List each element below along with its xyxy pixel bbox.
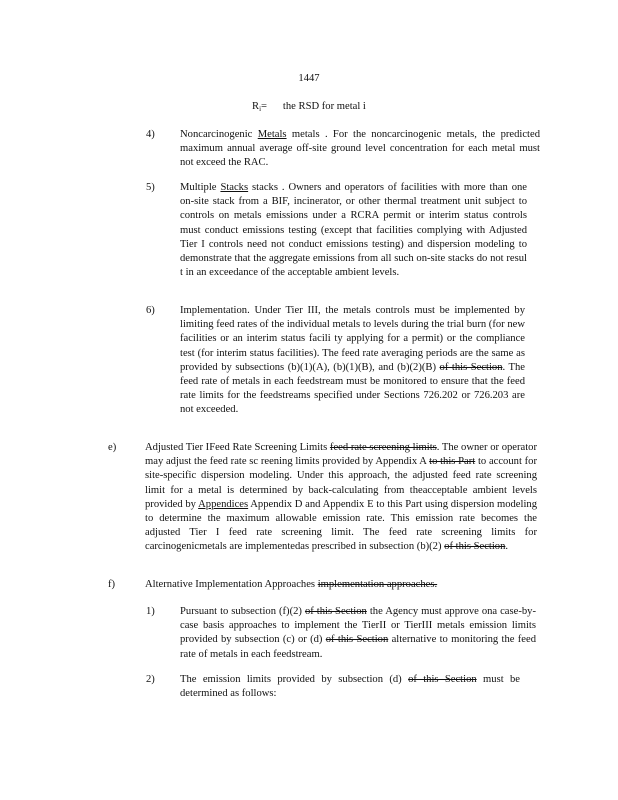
equals-sign: = — [261, 101, 268, 112]
item-4-label: 4) — [146, 129, 155, 140]
subsection-f-text — [145, 578, 537, 592]
subsection-e-deleted-text-3: of this Section — [444, 541, 506, 553]
subsection-e-deleted-text-2: to this Part — [429, 456, 476, 468]
item-6-text-part-1: Implementation. Under Tier III, the metals controls must be implemented by limiting feed rates of the individual metals to levels during the trial burn (for new facilities or an interim status facili ty applying for a permit) or the compliance test (for interim status facilities). The feed rate averaging periods are the same as provided by subsections (b)(1)(A), (b)(1)(B), and (b)(2)(B) — [180, 305, 525, 373]
item-f-2-text — [180, 673, 520, 701]
subsection-e-text-part-1: . The owner or operator may adjust the feed rate sc reening limits provided by Appendix A — [145, 442, 537, 468]
item-f-2-deleted-text: of this Section — [408, 674, 477, 685]
subsection-f-heading: Alternative Implementation Approaches — [145, 579, 316, 590]
item-4-old-word: metals — [291, 129, 320, 140]
subsection-e-text-part-4: . — [505, 541, 509, 553]
item-f-1-deleted-text-1: of this Section — [304, 606, 367, 617]
item-f-2-text-part-1: The emission limits provided by subsection (d) — [180, 674, 402, 685]
item-f-2-text-part-2: must be determined as follows: — [180, 674, 520, 700]
page-number: 1447 — [298, 73, 320, 84]
item-5-body: . Owners and operators of facilities with more than one on-site stack from a BIF, incinerator, or other thermal treatment unit subject to controls on metals emissions under a RCRA permit or interim status controls must conduct emissions testing (except that facilities complying with Adjusted Tier I controls need not conduct emissions testing) and dispersion modeling to demonstrate that the aggregate emissions from all such on-site stacks do not resul t in an exceedance of the acceptable ambient levels. — [180, 182, 527, 279]
item-5-text — [180, 181, 527, 280]
item-f-2-label: 2) — [146, 674, 155, 685]
item-f-1-deleted-text-2: of this Section — [325, 634, 389, 646]
item-5-inserted-word: Stacks — [220, 182, 249, 193]
item-6-text-part-2: . The feed rate of metals in each feedstream must be monitored to ensure that the feed rate limits for the feedstreams specified under Sections 726.202 or 726.203 are not exceeded. — [180, 361, 525, 416]
subsection-e-label: e) — [108, 442, 117, 453]
item-f-1-text — [180, 605, 536, 662]
subsection-e-deleted-text-1: feed rate screening limits — [329, 442, 437, 453]
rsd-definition-line — [252, 100, 366, 116]
subsection-e-inserted-word: Appendices — [198, 498, 249, 510]
subsection-e-heading: Adjusted Tier IFeed Rate Screening Limits — [145, 442, 328, 453]
rsd-definition-text: the RSD for metal i — [282, 101, 366, 112]
item-5-heading: Multiple — [180, 182, 217, 193]
subsection-e-text-part-2: to account for site-specific dispersion modeling. Under this approach, the adjusted feed rate screening limit for a metal is determined by back-calculating from theacceptable ambient levels provided by — [145, 456, 537, 510]
subsection-f-deleted-text: implementation approaches. — [317, 579, 438, 590]
item-4-heading: Noncarcinogenic — [180, 129, 253, 140]
item-5-label: 5) — [146, 182, 155, 193]
item-6-label: 6) — [146, 305, 155, 316]
item-6-text — [180, 304, 525, 418]
item-4-inserted-word: Metals — [257, 129, 287, 140]
item-4-text — [180, 128, 540, 171]
r-subscript: i — [259, 105, 262, 113]
subsection-f-label: f) — [108, 579, 116, 590]
subsection-e-text — [145, 441, 537, 555]
item-6-deleted-text: of this Section — [439, 361, 503, 373]
item-f-1-label: 1) — [146, 606, 155, 617]
subsection-e-text-part-3: Appendix D and Appendix E to this Part using dispersion modeling to determine the maximum allowable emission rate. This emission rate becomes the adjusted Tier I feed rate screening limit. The feed rate screening limits for carcinogenicmetals are implementedas prescribed in subsection (b)(2) — [145, 498, 537, 553]
item-f-1-text-part-3: alternative to monitoring the feed rate of metals in each feedstream. — [180, 634, 536, 660]
item-f-1-text-part-2: the Agency must approve ona case-by-case basis approaches to implement the TierII or TierIII metals emission limits provided by subsection (c) or (d) — [180, 606, 536, 646]
item-f-1-text-part-1: Pursuant to subsection (f)(2) — [180, 606, 302, 617]
item-5-old-word: stacks — [252, 182, 278, 193]
r-symbol: R — [252, 101, 260, 112]
item-4-body: . For the noncarcinogenic metals, the predicted maximum annual average off-site ground level concentration for each metal must not exceed the RAC. — [180, 129, 541, 169]
